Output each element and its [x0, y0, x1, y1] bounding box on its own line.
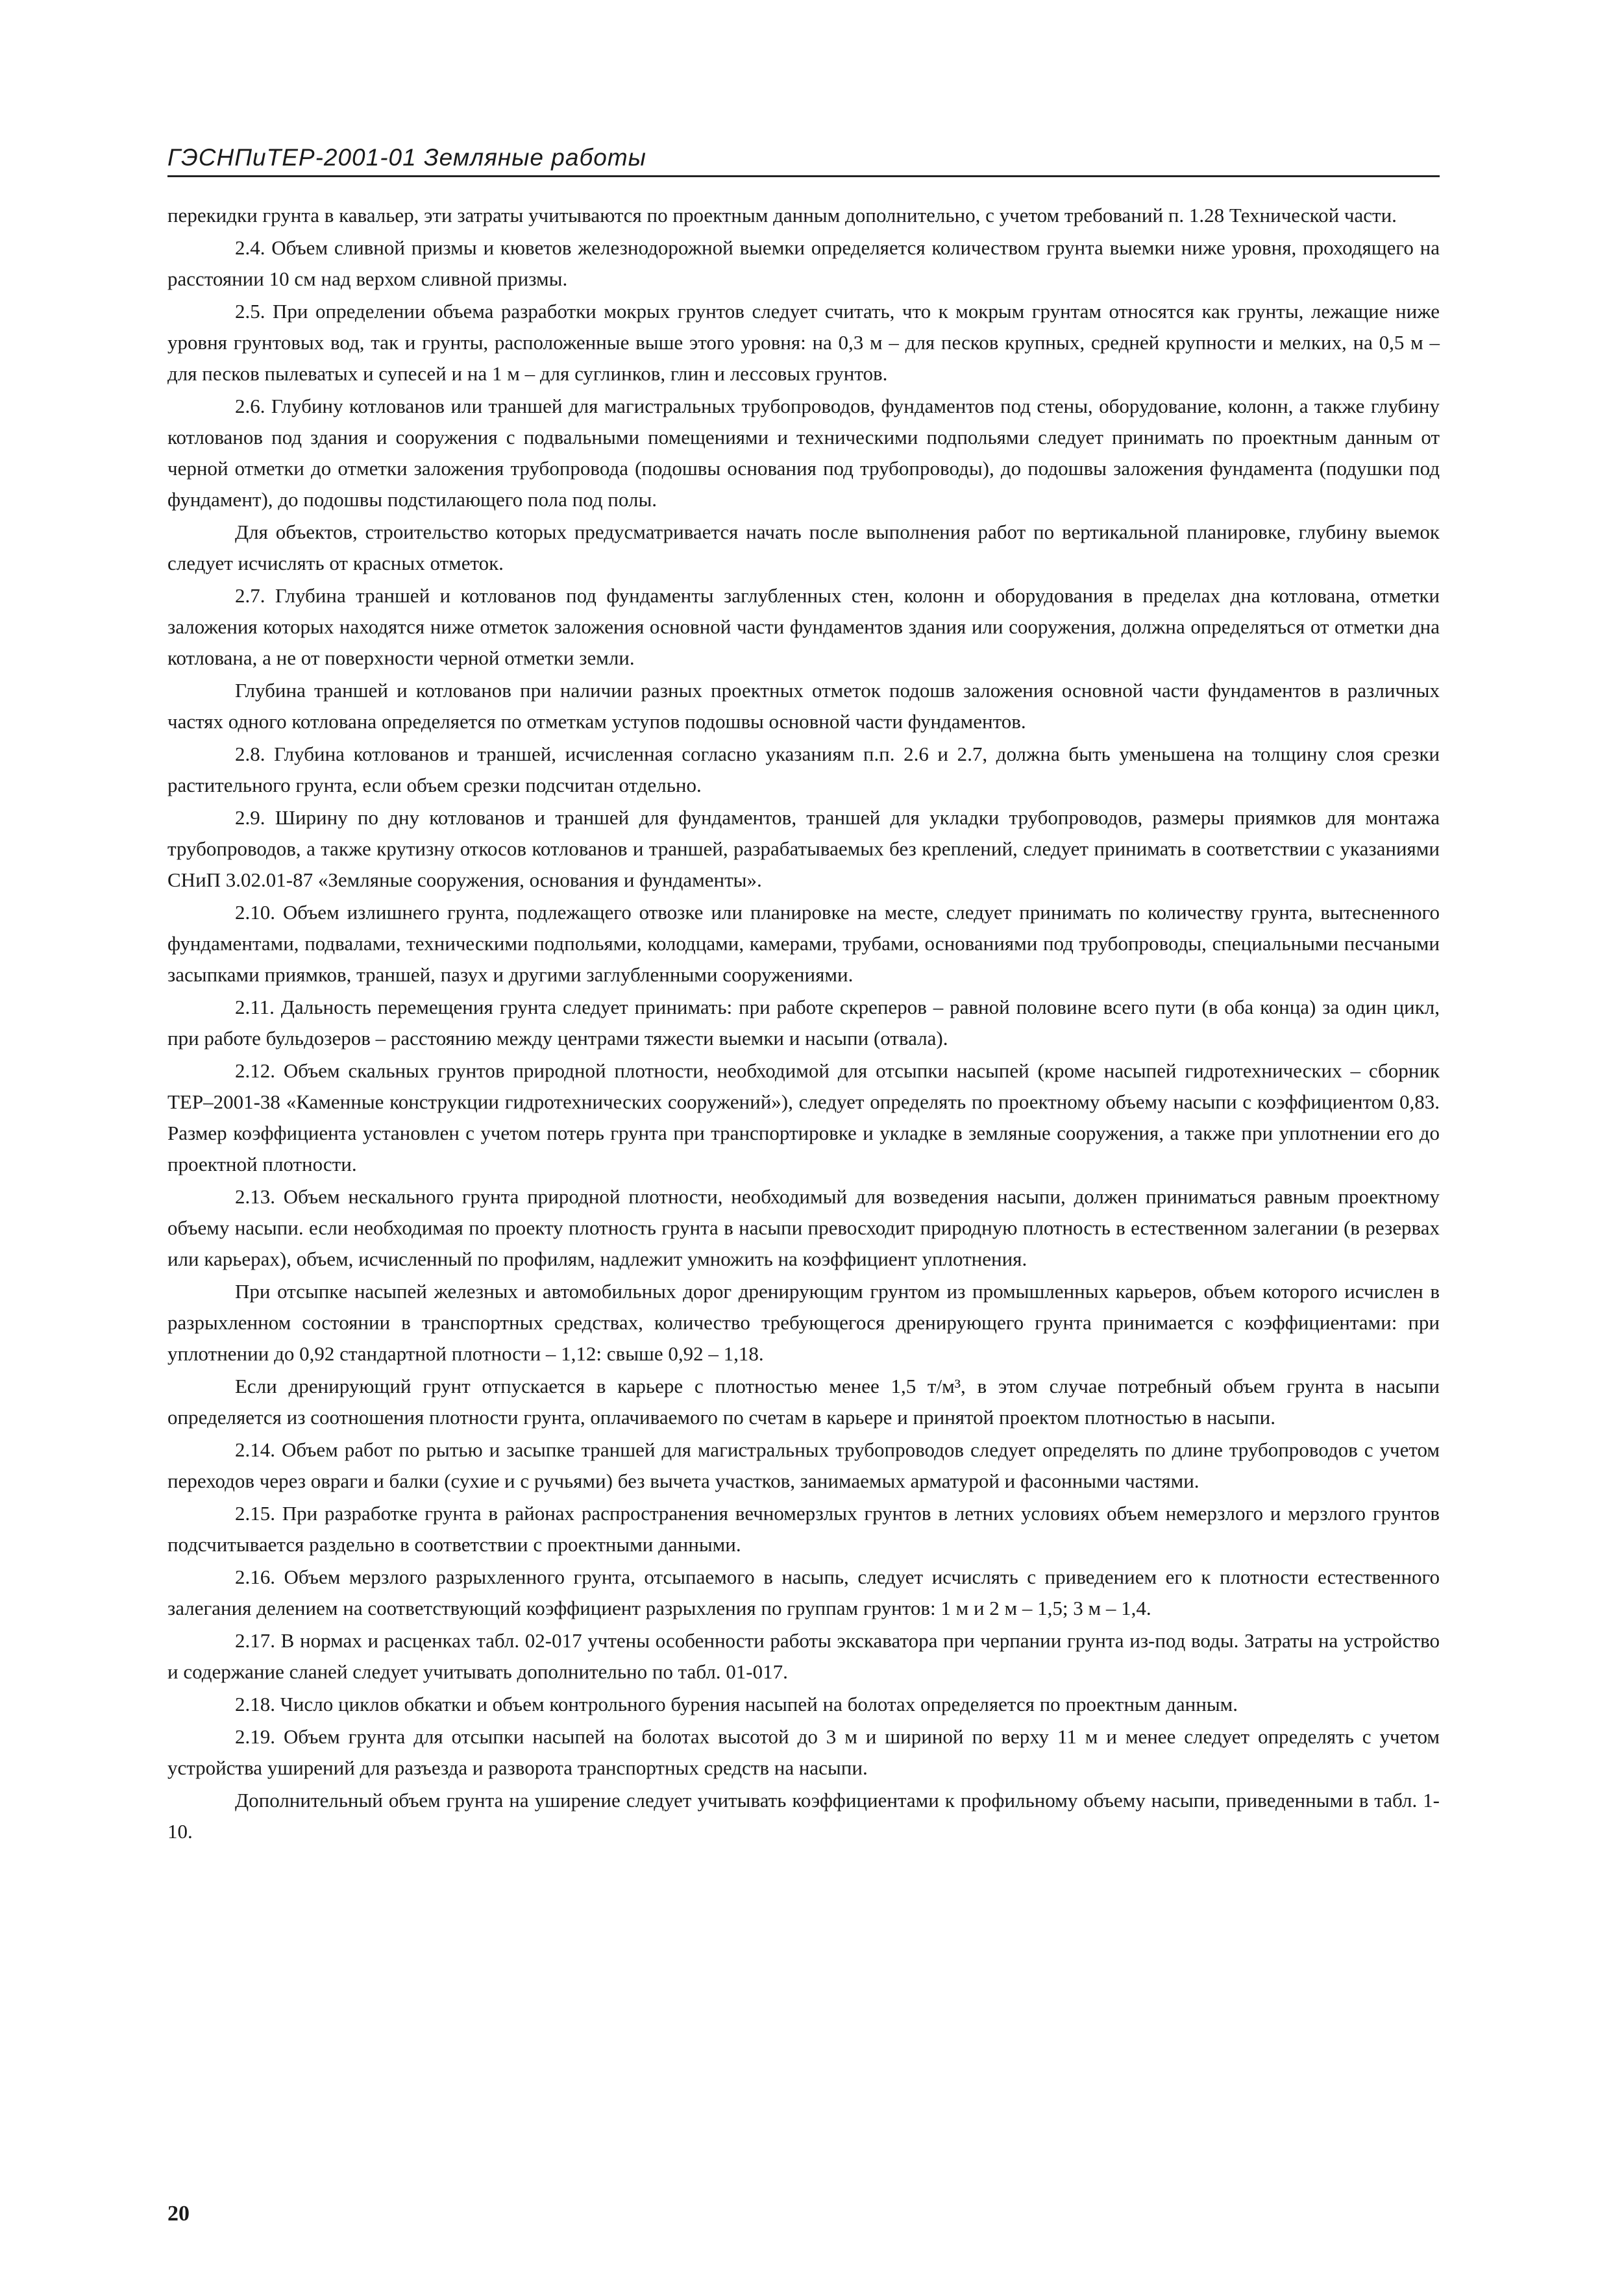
paragraph: 2.9. Ширину по дну котлованов и траншей для фундаментов, траншей для укладки трубопроводов, размеры приямков для монтажа трубопроводов, а также крутизну откосов котлованов и траншей, разрабатываемых без креплений, следует принимать в соответствии с указаниями СНиП 3.02.01-87 «Земляные сооружения, основания и фундаменты». [167, 806, 1440, 891]
paragraph: 2.18. Число циклов обкатки и объем контрольного бурения насыпей на болотах определяется по проектным данным. [235, 1693, 1238, 1715]
paragraph: 2.12. Объем скальных грунтов природной плотности, необходимой для отсыпки насыпей (кроме насыпей гидротехнических – сборник ТЕР–2001-38 «Каменные конструкции гидротехнических сооружений»), следует определять по проектному объему насыпи с коэффициентом 0,83. Размер коэффициента установлен с учетом потерь грунта при транспортировке и укладке в земляные сооружения, а также при уплотнении его до проектной плотности. [167, 1059, 1440, 1175]
paragraph: перекидки грунта в кавальер, эти затраты учитываются по проектным данным дополнительно, с учетом требований п. 1.28 Технической части. [167, 204, 1397, 227]
paragraph: 2.14. Объем работ по рытью и засыпке траншей для магистральных трубопроводов следует определять по длине трубопроводов с учетом переходов через овраги и балки (сухие и с ручьями) без вычета участков, занимаемых арматурой и фасонными частями. [167, 1438, 1440, 1492]
paragraph: При отсыпке насыпей железных и автомобильных дорог дренирующим грунтом из промышленных карьеров, объем которого исчислен в разрыхленном состоянии в транспортных средствах, количество требующегося дренирующего грунта принимается с коэффициентами: при уплотнении до 0,92 стандартной плотности – 1,12: свыше 0,92 – 1,18. [167, 1280, 1440, 1365]
paragraph: 2.5. При определении объема разработки мокрых грунтов следует считать, что к мокрым грунтам относятся как грунты, лежащие ниже уровня грунтовых вод, так и грунты, расположенные выше этого уровня: на 0,3 м – для песков крупных, средней крупности и мелких, на 0,5 м – для песков пылеватых и супесей и на 1 м – для суглинков, глин и лессовых грунтов. [167, 300, 1440, 385]
page-number: 20 [167, 2202, 190, 2226]
paragraph: Дополнительный объем грунта на уширение следует учитывать коэффициентами к профильному объему насыпи, приведенными в табл. 1-10. [167, 1789, 1440, 1843]
paragraph: 2.13. Объем нескального грунта природной плотности, необходимый для возведения насыпи, должен приниматься равным проектному объему насыпи. если необходимая по проекту плотность грунта в насыпи превосходит природную плотность в естественном залегании (в резервах или карьерах), объем, исчисленный по профилям, надлежит умножить на коэффициент уплотнения. [167, 1185, 1440, 1270]
paragraph: 2.10. Объем излишнего грунта, подлежащего отвозке или планировке на месте, следует принимать по количеству грунта, вытесненного фундаментами, подвалами, техническими подпольями, колодцами, камерами, трубами, основаниями под трубопроводы, специальными песчаными засыпками приямков, траншей, пазух и другими заглубленными сооружениями. [167, 901, 1440, 986]
paragraph: 2.4. Объем сливной призмы и кюветов железнодорожной выемки определяется количеством грунта выемки ниже уровня, проходящего на расстоянии 10 см над верхом сливной призмы. [167, 236, 1440, 290]
paragraph: Для объектов, строительство которых предусматривается начать после выполнения работ по вертикальной планировке, глубину выемок следует исчислять от красных отметок. [167, 521, 1440, 574]
paragraph: 2.11. Дальность перемещения грунта следует принимать: при работе скреперов – равной половине всего пути (в оба конца) за один цикл, при работе бульдозеров – расстоянию между центрами тяжести выемки и насыпи (отвала). [167, 996, 1440, 1050]
paragraph: 2.17. В нормах и расценках табл. 02-017 учтены особенности работы экскаватора при черпании грунта из-под воды. Затраты на устройство и содержание сланей следует учитывать дополнительно по табл. 01-017. [167, 1629, 1440, 1683]
paragraph: 2.7. Глубина траншей и котлованов под фундаменты заглубленных стен, колонн и оборудования в пределах дна котлована, отметки заложения которых находятся ниже отметок заложения основной части фундаментов здания или сооружения, должна определяться от отметки дна котлована, а не от поверхности черной отметки земли. [167, 584, 1440, 669]
paragraph: Глубина траншей и котлованов при наличии разных проектных отметок подошв заложения основной части фундаментов в различных частях одного котлована определяется по отметкам уступов подошвы основной части фундаментов. [167, 679, 1440, 733]
paragraph: 2.8. Глубина котлованов и траншей, исчисленная согласно указаниям п.п. 2.6 и 2.7, должна быть уменьшена на толщину слоя срезки растительного грунта, если объем срезки подсчитан отдельно. [167, 743, 1440, 796]
paragraph: 2.6. Глубину котлованов или траншей для магистральных трубопроводов, фундаментов под стены, оборудование, колонн, а также глубину котлованов под здания и сооружения с подвальными помещениями и техническими подпольями следует принимать по проектным данным от черной отметки до отметки заложения трубопровода (подошвы основания под трубопроводы), до подошвы заложения фундамента (подушки под фундамент), до подошвы подстилающего пола под полы. [167, 395, 1440, 511]
paragraph: 2.16. Объем мерзлого разрыхленного грунта, отсыпаемого в насыпь, следует исчислять с приведением его к плотности естественного залегания делением на соответствующий коэффициент разрыхления по группам грунтов: 1 м и 2 м – 1,5; 3 м – 1,4. [167, 1566, 1440, 1619]
document-body [167, 200, 1440, 1847]
paragraph: 2.19. Объем грунта для отсыпки насыпей на болотах высотой до 3 м и шириной по верху 11 м и менее следует определять с учетом устройства уширений для разъезда и разворота транспортных средств на насыпи. [167, 1725, 1440, 1779]
running-header: ГЭСНПиТЕР-2001-01 Земляные работы [167, 144, 1440, 177]
paragraph: 2.15. При разработке грунта в районах распространения вечномерзлых грунтов в летних условиях объем немерзлого и мерзлого грунтов подсчитывается раздельно в соответствии с проектными данными. [167, 1502, 1440, 1556]
paragraph: Если дренирующий грунт отпускается в карьере с плотностью менее 1,5 т/м³, в этом случае потребный объем грунта в насыпи определяется из соотношения плотности грунта, оплачиваемого по счетам в карьере и принятой проектом плотностью в насыпи. [167, 1375, 1440, 1429]
